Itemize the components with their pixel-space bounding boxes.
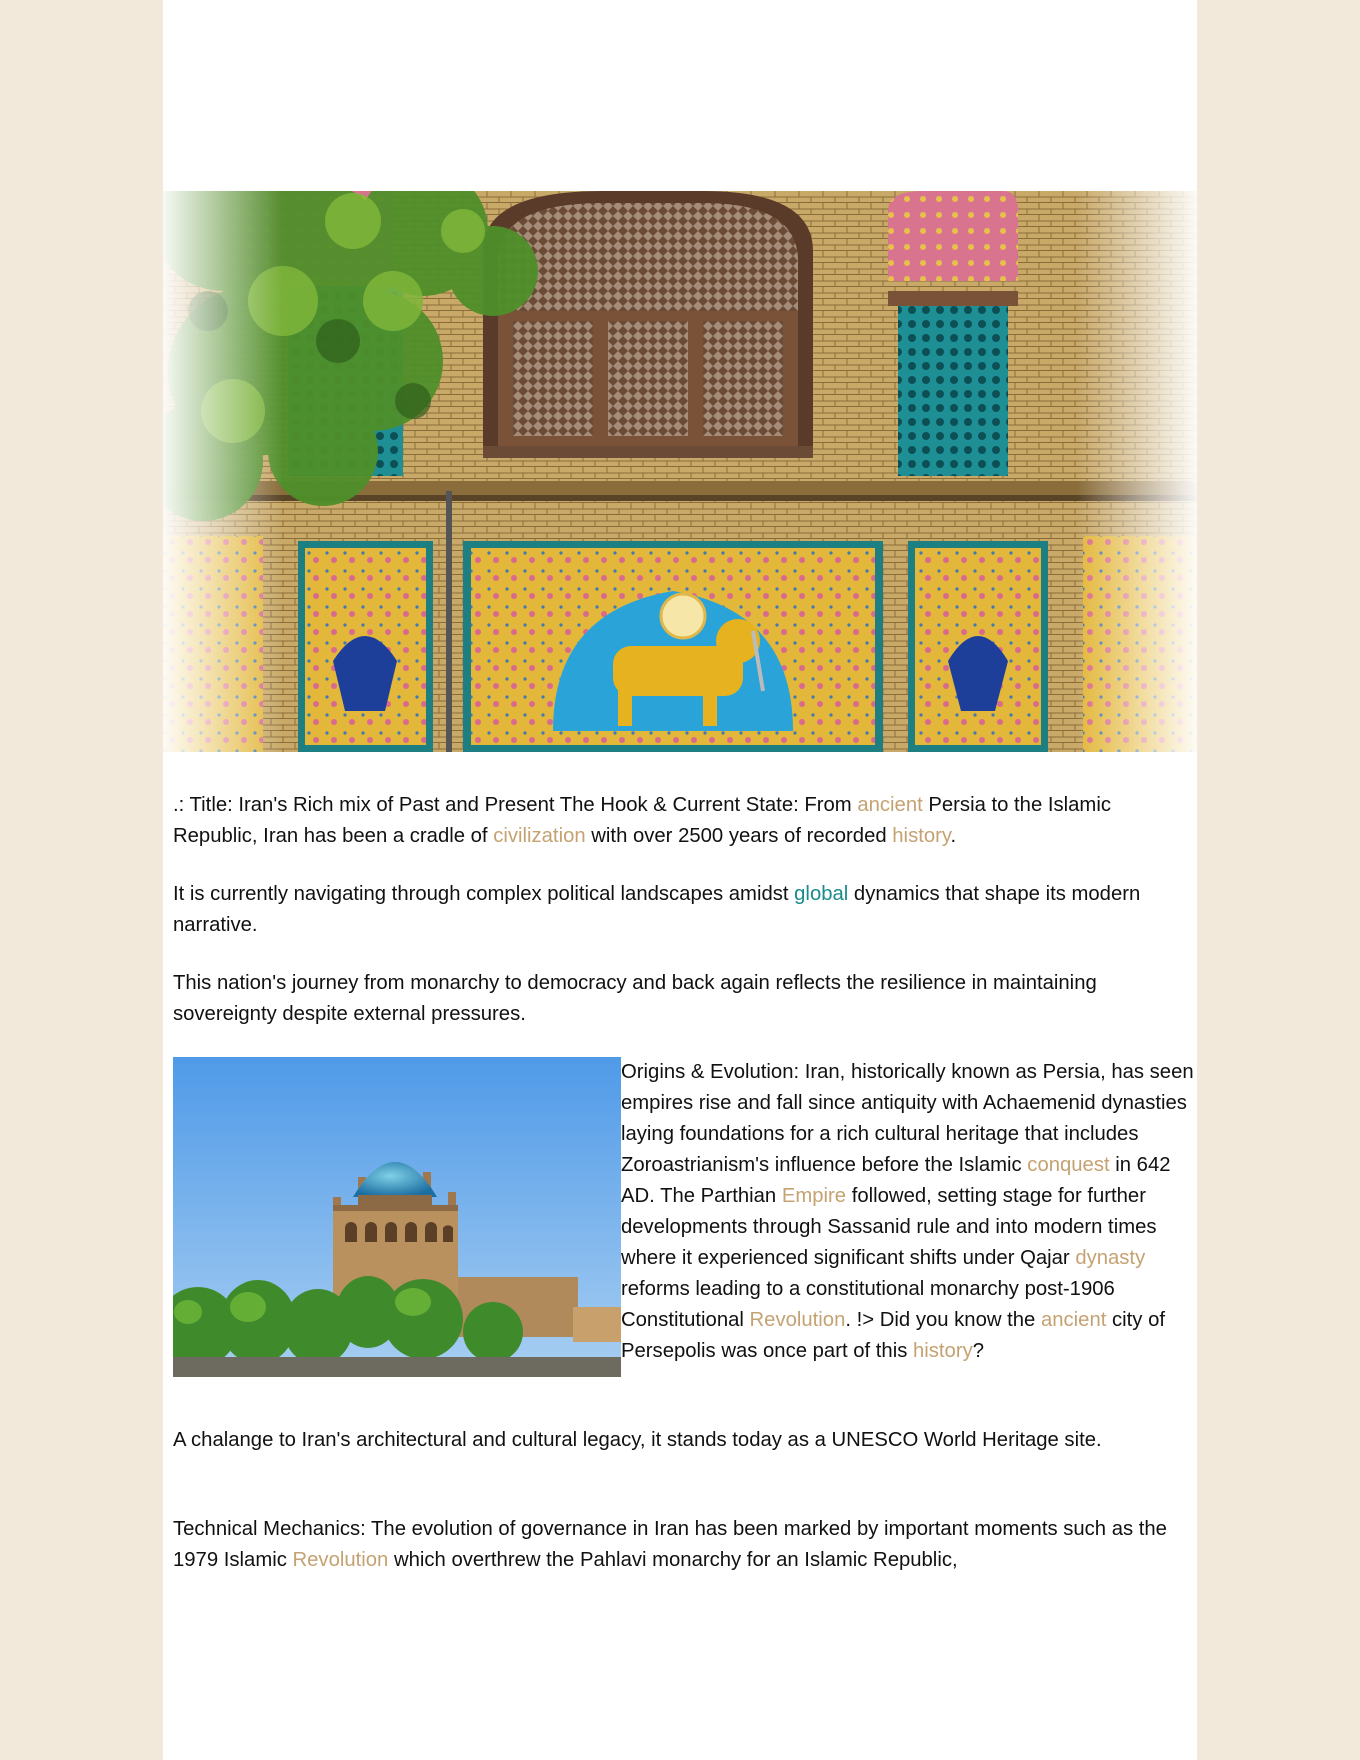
text: city of Persepolis was once part of this — [621, 1309, 1165, 1362]
link-history[interactable]: history — [892, 825, 951, 847]
text: with over 2500 years of recorded — [585, 825, 893, 847]
article-page — [163, 0, 1197, 1760]
dome-image — [173, 1057, 621, 1377]
link-ancient[interactable]: ancient — [857, 794, 923, 816]
paragraph-technical — [173, 1514, 1183, 1576]
text: followed, setting stage for further developments through Sassanid rule and into modern times where it experienced significant shifts under Qajar — [621, 1185, 1157, 1269]
text: . — [950, 825, 957, 847]
hero-image — [163, 191, 1197, 752]
paragraph-legacy — [173, 1425, 1183, 1456]
text: Technical Mechanics: The evolution of governance in Iran has been marked by important moments such as the 1979 Islamic — [173, 1518, 1167, 1571]
link-civilization[interactable]: civilization — [493, 825, 586, 847]
text: . !> Did you know the — [845, 1309, 1041, 1331]
text: which overthrew the Pahlavi monarchy for an Islamic Republic, — [388, 1549, 958, 1571]
soltaniyeh-dome-image — [173, 1057, 621, 1377]
link-history[interactable]: history — [912, 1340, 973, 1362]
palace-tilework-image — [163, 191, 1197, 752]
link-revolution[interactable]: Revolution — [749, 1309, 846, 1331]
text: A chalange to Iran's architectural and cultural legacy, it stands today as a UNESCO World Heritage site. — [173, 1429, 1102, 1451]
link-conquest[interactable]: conquest — [1027, 1154, 1110, 1176]
text: Persia to the Islamic Republic, Iran has been a cradle of — [173, 794, 1111, 847]
link-empire[interactable]: Empire — [781, 1185, 847, 1207]
text: dynamics that shape its modern narrative. — [173, 883, 1141, 936]
paragraph-intro — [173, 790, 1183, 852]
text: reforms leading to a constitutional monarchy post-1906 Constitutional — [621, 1278, 1115, 1331]
text: .: Title: Iran's Rich mix of Past and Present The Hook & Current State: From — [173, 794, 858, 816]
text: in 642 AD. The Parthian — [621, 1154, 1171, 1207]
link-ancient[interactable]: ancient — [1040, 1309, 1107, 1331]
text: Origins & Evolution: Iran, historically known as Persia, has seen empires rise and fall since antiquity with Achaemenid dynasties laying foundations for a rich cultural heritage that includes Zoroastrianism's influence before the Islamic — [621, 1061, 1194, 1176]
text: ? — [972, 1340, 985, 1362]
paragraph-current-state — [173, 879, 1183, 941]
link-dynasty[interactable]: dynasty — [1075, 1247, 1146, 1269]
link-revolution[interactable]: Revolution — [292, 1549, 389, 1571]
paragraph-origins — [621, 1057, 1201, 1367]
text: This nation's journey from monarchy to democracy and back again reflects the resilience in maintaining sovereignty despite external pressures. — [173, 972, 1097, 1025]
paragraph-journey — [173, 968, 1183, 1030]
link-global[interactable]: global — [794, 883, 849, 905]
text: It is currently navigating through complex political landscapes amidst — [173, 883, 795, 905]
